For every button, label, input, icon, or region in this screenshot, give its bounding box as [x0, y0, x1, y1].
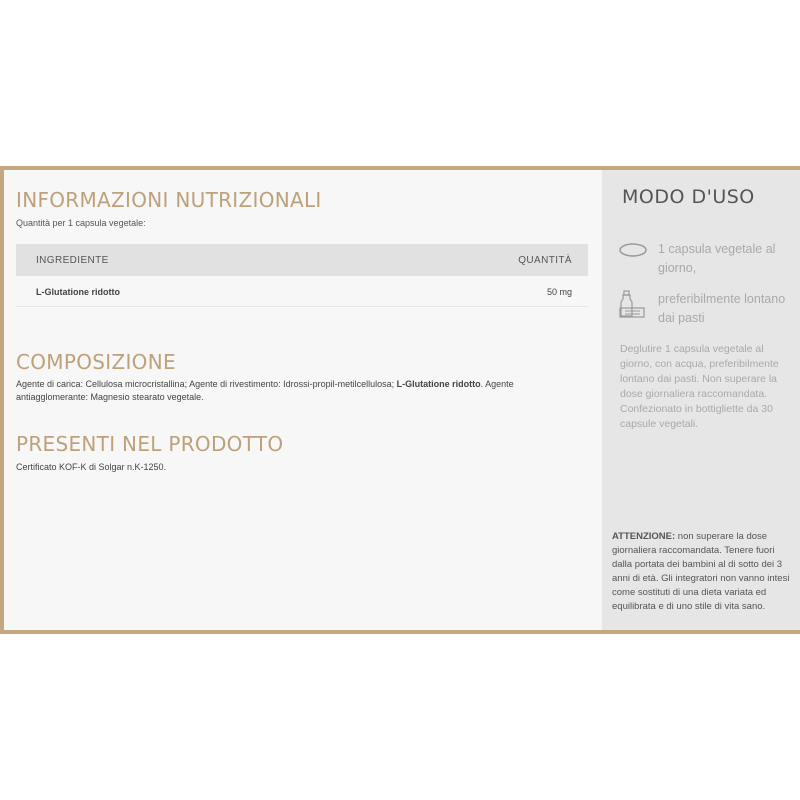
composition-part1: Agente di carica: Cellulosa microcristallina; Agente di rivestimento: Idrossi-propil-metilcellulosa;: [16, 379, 397, 389]
warning-label: ATTENZIONE:: [612, 531, 676, 542]
present-title: PRESENTI NEL PRODOTTO: [16, 432, 284, 456]
composition-title: COMPOSIZIONE: [16, 350, 176, 374]
usage-item-text: 1 capsula vegetale al giorno,: [658, 242, 776, 275]
present-text: Certificato KOF-K di Solgar n.K-1250.: [16, 462, 167, 472]
info-subtitle: Quantità per 1 capsula vegetale:: [16, 218, 146, 228]
header-amount: QUANTITÀ: [518, 255, 572, 266]
composition-text: [16, 378, 576, 404]
header-ingredient: INGREDIENTE: [36, 255, 109, 266]
table-header: [16, 244, 588, 276]
product-info-panel: [0, 166, 800, 634]
usage-item-meal: [618, 290, 796, 330]
info-title: INFORMAZIONI NUTRIZIONALI: [16, 188, 322, 212]
usage-title: MODO D'USO: [622, 186, 755, 208]
usage-description: Deglutire 1 capsula vegetale al giorno, con acqua, preferibilmente lontano dai pasti. Non superare la dose giornaliera raccomandata. Confezionato in bottigliette da 30 capsule vegetali.: [620, 343, 779, 430]
nutrition-table: [16, 244, 588, 307]
composition-bold: L-Glutatione ridotto: [396, 379, 481, 389]
composition-part2: . Agente antiagglomerante: Magnesio stearato vegetale.: [16, 379, 514, 402]
warning-text: [612, 530, 796, 614]
warning-body: non superare la dose giornaliera raccomandata. Tenere fuori dalla portata dei bambini al di sotto dei 3 anni di età. Gli integratori non vanno intesi come sostituti di una dieta variata ed equilibrata e di uno stile di vita sano.: [612, 531, 790, 612]
table-row: [16, 276, 588, 307]
row-ingredient: L-Glutatione ridotto: [36, 287, 120, 297]
row-amount: 50 mg: [546, 287, 572, 297]
usage-section: [602, 170, 800, 630]
usage-item-capsule: [618, 240, 796, 280]
usage-item-text: preferibilmente lontano dai pasti: [658, 292, 786, 325]
capsule-icon: [618, 242, 648, 264]
meal-icon: [618, 290, 646, 326]
